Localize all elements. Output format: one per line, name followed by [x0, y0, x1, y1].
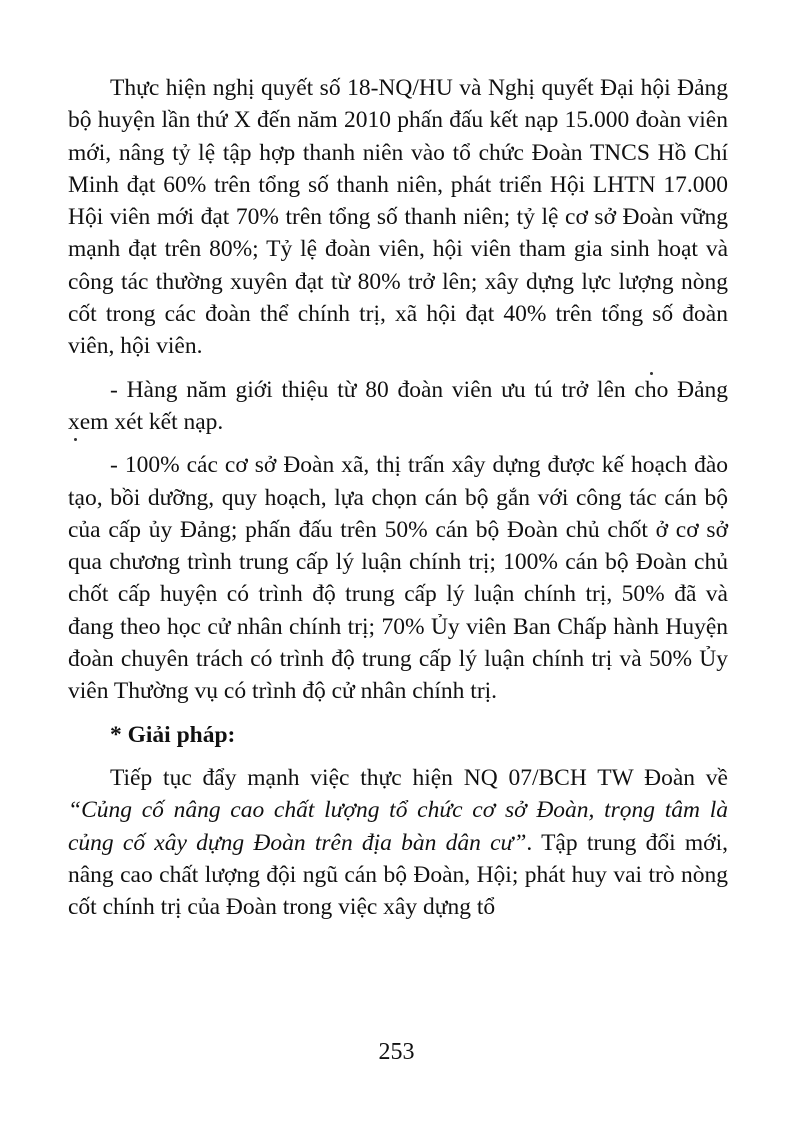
solution-quote: “Củng cố nâng cao chất lượng tổ chức cơ sở Đoàn, trọng tâm là củng cố xây dựng Đoàn trên địa bàn dân cư” — [68, 797, 728, 856]
paragraph-targets: Thực hiện nghị quyết số 18-NQ/HU và Nghị quyết Đại hội Đảng bộ huyện lần thứ X đến năm 2010 phấn đấu kết nạp 15.000 đoàn viên mới, nâng tỷ lệ tập hợp thanh niên vào tổ chức Đoàn TNCS Hồ Chí Minh đạt 60% trên tổng số thanh niên, phát triển Hội LHTN 17.000 Hội viên mới đạt 70% trên tổng số thanh niên; tỷ lệ cơ sở Đoàn vững mạnh đạt trên 80%; Tỷ lệ đoàn viên, hội viên tham gia sinh hoạt và công tác thường xuyên đạt từ 80% trở lên; xây dựng lực lượng nòng cốt trong các đoàn thể chính trị, xã hội đạt 40% trên tổng số đoàn viên, hội viên. — [68, 75, 728, 360]
solution-rest: . Tập trung đổi mới, nâng cao chất lượng đội ngũ cán bộ Đoàn, Hội; phát huy vai trò nòng cốt chính trị của Đoàn trong việc xây dựng tổ — [68, 829, 728, 921]
page-number: 253 — [378, 1039, 415, 1065]
paragraph-party-referral: - Hàng năm giới thiệu từ 80 đoàn viên ưu tú trở lên cho Đảng xem xét kết nạp. — [68, 376, 728, 435]
print-speck — [650, 372, 653, 375]
solution-heading: * Giải pháp: — [110, 721, 236, 748]
print-speck — [74, 438, 77, 441]
paragraph-solution — [68, 762, 728, 923]
paragraph-cadre-training: - 100% các cơ sở Đoàn xã, thị trấn xây dựng được kế hoạch đào tạo, bồi dưỡng, quy hoạch, lựa chọn cán bộ gắn với công tác cán bộ của cấp ủy Đảng; phấn đấu trên 50% cán bộ Đoàn chủ chốt ở cơ sở qua chương trình trung cấp lý luận chính trị; 100% cán bộ Đoàn chủ chốt cấp huyện có trình độ trung cấp lý luận chính trị, 50% đã và đang theo học cử nhân chính trị; 70% Ủy viên Ban Chấp hành Huyện đoàn chuyên trách có trình độ trung cấp lý luận chính trị và 50% Ủy viên Thường vụ có trình độ cử nhân chính trị. — [68, 452, 728, 705]
body-text — [68, 72, 728, 923]
solution-intro: Tiếp tục đẩy mạnh việc thực hiện NQ 07/BCH TW Đoàn về — [110, 764, 728, 791]
